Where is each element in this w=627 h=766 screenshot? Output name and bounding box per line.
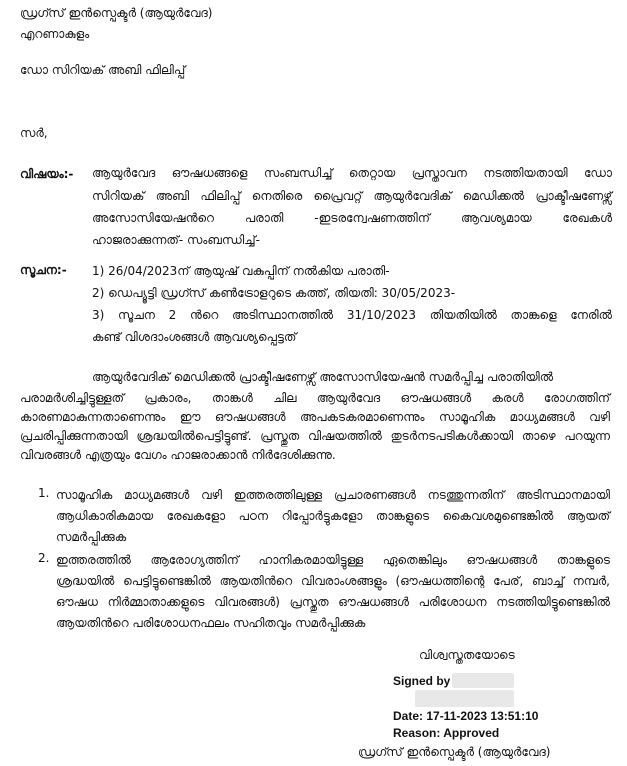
- body-line: പ്രചരിപ്പിക്കുന്നതായി ശ്രദ്ധയിൽപെട്ടിട്ടുണ്ട്. പ്രസ്തുത വിഷയത്തിൽ തുടർനടപടികൾക്കായി താഴെ പറയുന്ന: [20, 429, 610, 443]
- subject-line: ആയുർവേദ ഔഷധങ്ങളെ സംബന്ധിച്ച് തെറ്റായ പ്രസ്താവന നടത്തിയതായി ഡോ: [92, 166, 612, 180]
- reference-item: 3) സൂചന 2 ൻറെ അടിസ്ഥാനത്തിൽ 31/10/2023 തിയതിയിൽ താങ്കളെ നേരിൽ: [92, 308, 612, 322]
- salutation: സർ,: [20, 126, 48, 140]
- subject-label: വിഷയം:-: [20, 167, 74, 181]
- signature-reason: Reason: Approved: [393, 726, 500, 740]
- signed-by-label: Signed by: [393, 674, 451, 688]
- list-item-line: ആധികാരികമായ രേഖകളോ പഠന റിപ്പോർട്ടുകളോ താങ്കളുടെ കൈവശമുണ്ടെങ്കിൽ ആയത്: [56, 509, 610, 523]
- list-item-line: ഔഷധ നിർമ്മാതാക്കളുടെ വിവരങ്ങൾ) പ്രസ്തുത ഔഷധങ്ങൾ പരിശോധന നടത്തിയിട്ടുണ്ടെങ്കിൽ: [56, 595, 610, 609]
- closing-text: വിശ്വസ്തതയോടെ: [419, 648, 515, 662]
- redacted-signature-block: [415, 690, 514, 707]
- signature-date: Date: 17-11-2023 13:51:10: [393, 709, 539, 723]
- list-number: 2.: [38, 551, 50, 565]
- recipient-name: ഡോ സിറിയക് അബി ഫിലിപ്പ്: [20, 63, 186, 77]
- sender-title: ഡ്രഗ്സ് ഇൻസ്പെക്ടർ (ആയുർവേദ): [20, 6, 213, 20]
- subject-line: അസോസിയേഷൻറെ പരാതി -ഇടരന്വേഷണത്തിന് ആവശ്യമായ രേഖകൾ: [92, 211, 612, 225]
- subject-line: സിറിയക് അബി ഫിലിപ്പ് നെതിരെ പ്രൈവറ്റ് ആയുർവേദിക് മെഡിക്കൽ പ്രാക്ടീഷണേഴ്സ്: [92, 189, 612, 203]
- signatory-title: ഡ്രഗ്സ് ഇൻസ്പെക്ടർ (ആയുർവേദ): [358, 745, 551, 759]
- reference-item: കണ്ട് വിശദാംശങ്ങൾ ആവശ്യപ്പെട്ടത്: [92, 330, 297, 344]
- references-label: സൂചന:-: [20, 263, 67, 277]
- list-number: 1.: [38, 486, 50, 500]
- subject-line: ഹാജരാക്കുന്നത്- സംബന്ധിച്ച്-: [92, 233, 260, 247]
- list-item-line: ആയതിൻറെ പരിശോധനഫലം സഹിതവും സമർപ്പിക്കുക: [56, 616, 366, 630]
- list-item-line: സാമൂഹിക മാധ്യമങ്ങൾ വഴി ഇത്തരത്തിലുള്ള പ്രചാരണങ്ങൾ നടത്തുന്നതിന് അടിസ്ഥാനമായി: [56, 488, 610, 502]
- reference-item: 1) 26/04/2023ന് ആയുഷ് വകുപ്പിന് നൽകിയ പരാതി-: [92, 264, 390, 278]
- redacted-signer-name: [452, 673, 514, 688]
- body-line: കാരണമാകുന്നതാണെന്നും ഈ ഔഷധങ്ങൾ അപകടകരമാണെന്നും സാമൂഹിക മാധ്യമങ്ങൾ വഴി: [20, 410, 610, 424]
- list-item-line: ശ്രദ്ധയിൽ പെട്ടിട്ടുണ്ടെങ്കിൽ ആയതിൻറെ വിവരാംശങ്ങളും (ഔഷധത്തിന്റെ പേര്, ബാച്ച് നമ്പർ,: [56, 574, 610, 588]
- body-line: വിവരങ്ങൾ എത്രയും വേഗം ഹാജരാക്കാൻ നിർദേശിക്കുന്നു.: [20, 448, 336, 462]
- body-line: പരാമർശിച്ചിട്ടുള്ളത് പ്രകാരം, താങ്കൾ ചില ആയുർവേദ ഔഷധങ്ങൾ കരൾ രോഗത്തിന്: [20, 391, 610, 405]
- list-item-line: ഇത്തരത്തിൽ ആരോഗ്യത്തിന് ഹാനികരമായിട്ടുള്ള ഏതെങ്കിലും ഔഷധങ്ങൾ താങ്കളുടെ: [56, 553, 610, 567]
- reference-item: 2) ഡെപ്യൂട്ടി ഡ്രഗ്സ് കൺട്രോളറുടെ കത്ത്, തിയതി: 30/05/2023-: [92, 286, 456, 300]
- body-line: ആയുർവേദിക് മെഡിക്കൽ പ്രാക്ടീഷണേഴ്സ് അസോസിയേഷൻ സമർപ്പിച്ച പരാതിയിൽ: [92, 370, 554, 384]
- list-item-line: സമർപ്പിക്കുക: [56, 530, 127, 544]
- sender-place: എറണാകുളം: [20, 27, 90, 41]
